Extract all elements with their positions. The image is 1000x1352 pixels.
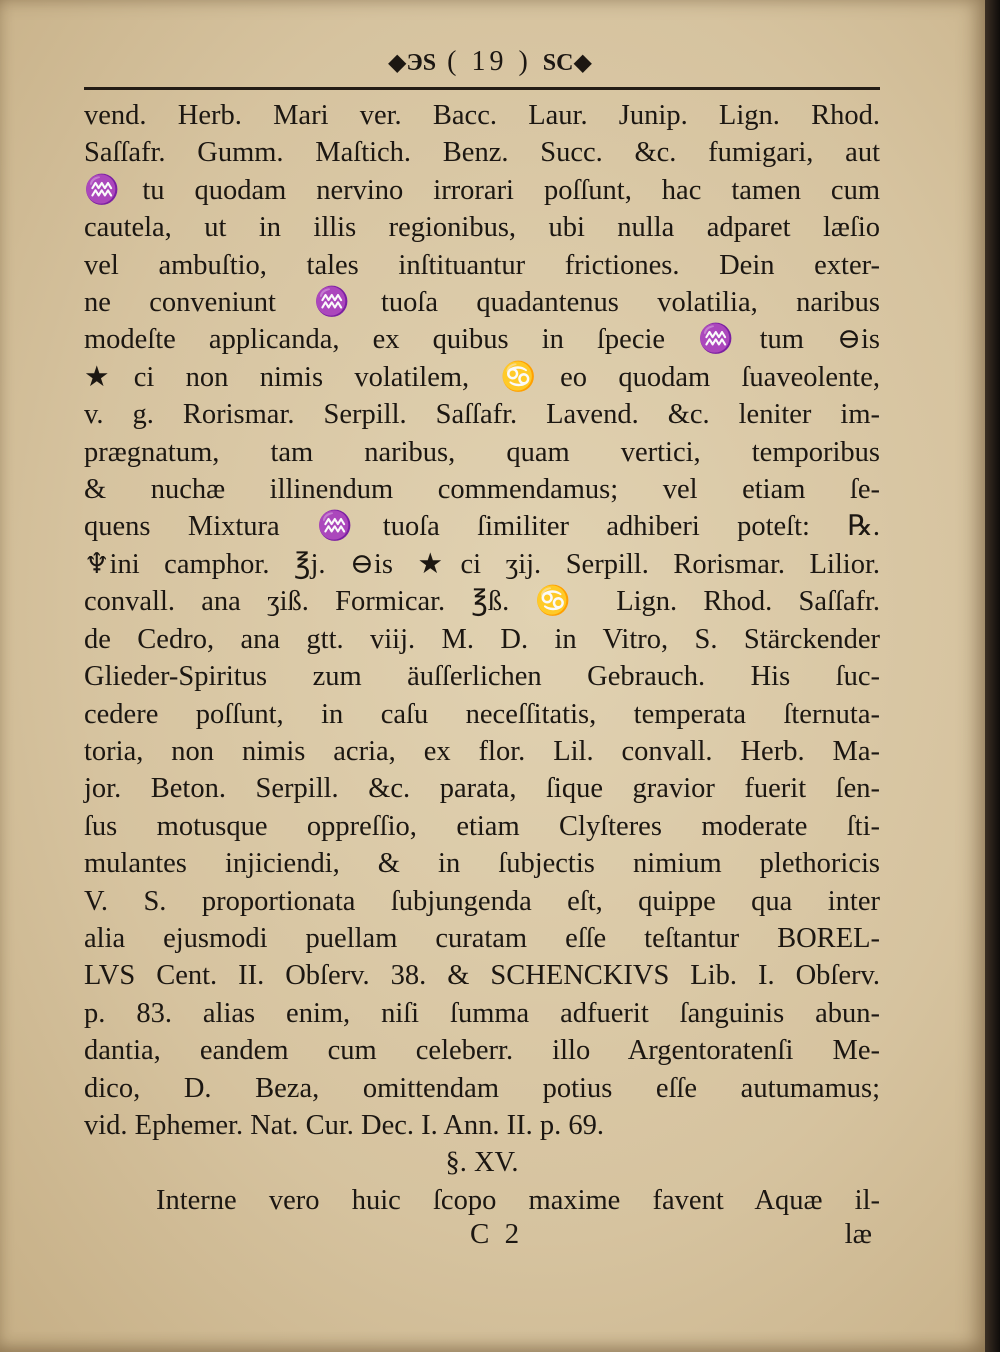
text-line: toria, non nimis acria, ex flor. Lil. convall. Herb. Ma- [84,735,880,767]
text-line: ♆ini camphor. ℥j. ⊖is ★ci ʒij. Serpill. Rorismar. Lilior. [84,548,880,580]
page-number: ( 19 ) [447,46,532,77]
text-line: Saſſafr. Gumm. Maſtich. Benz. Succ. &c. fumigari, aut [84,137,880,169]
header-rule [84,87,880,90]
page-binding-edge [985,0,1000,1352]
running-header [340,46,640,78]
section-first-line: Interne vero huic ſcopo maxime favent Aquæ il- [156,1184,880,1216]
text-line: convall. ana ʒiß. Formicar. ℥ß. ♋ Lign. Rhod. Saſſafr. [84,586,880,618]
text-line: ne conveniunt ♒tuoſa quadantenus volatilia, naribus [84,287,880,319]
text-line: prægnatum, tam naribus, quam vertici, temporibus [84,436,880,468]
text-line: modeſte applicanda, ex quibus in ſpecie ♒tum ⊖is [84,324,880,356]
text-line: V. S. proportionata ſubjungenda eſt, quippe qua inter [84,885,880,917]
text-line: vend. Herb. Mari ver. Bacc. Laur. Junip. Lign. Rhod. [84,100,880,131]
text-line: ★ci non nimis volatilem, ♋eo quodam ſuaveolente, [84,361,880,393]
text-line: quens Mixtura ♒tuoſa ſimiliter adhiberi poteſt: ℞. [84,511,880,543]
header-ornament-left: ◆ЭS [388,50,437,76]
header-ornament-right: SC◆ [542,50,592,76]
catchword: læ [844,1218,872,1250]
text-line: vel ambuſtio, tales inſtituantur frictiones. Dein exter- [84,249,880,281]
text-line: LVS Cent. II. Obſerv. 38. & SCHENCKIVS Lib. I. Obſerv. [84,960,880,992]
text-line: vid. Ephemer. Nat. Cur. Dec. I. Ann. II. p. 69. [84,1109,605,1141]
text-line: v. g. Rorismar. Serpill. Saſſafr. Lavend. &c. leniter im- [84,399,880,431]
text-line: alia ejusmodi puellam curatam eſſe teſtantur BOREL- [84,922,880,954]
text-line: de Cedro, ana gtt. viij. M. D. in Vitro, S. Stärckender [84,623,880,655]
section-heading: §. XV. [445,1147,519,1179]
text-line: cautela, ut in illis regionibus, ubi nulla adparet læſio [84,212,880,244]
text-line: cedere poſſunt, in caſu neceſſitatis, temperata ſternuta- [84,698,880,730]
text-line: Glieder-Spiritus zum äuſſerlichen Gebrauch. His ſuc- [84,661,880,693]
text-line: ♒tu quodam nervino irrorari poſſunt, hac tamen cum [84,174,880,206]
body-text [84,97,880,1219]
text-line: jor. Beton. Serpill. &c. parata, ſique gravior fuerit ſen- [84,773,880,805]
text-line: p. 83. alias enim, niſi ſumma adfuerit ſanguinis abun- [84,997,880,1029]
signature-mark: C 2 [470,1218,524,1250]
text-line: dantia, eandem cum celeberr. illo Argentoratenſi Me- [84,1035,880,1067]
text-line: ſus motusque oppreſſio, etiam Clyſteres moderate ſti- [84,810,880,842]
text-line: & nuchæ illinendum commendamus; vel etiam ſe- [84,474,880,506]
text-line: mulantes injiciendi, & in ſubjectis nimium plethoricis [84,848,880,880]
text-line: dico, D. Beza, omittendam potius eſſe autumamus; [84,1072,880,1104]
page-footer [84,1218,880,1258]
